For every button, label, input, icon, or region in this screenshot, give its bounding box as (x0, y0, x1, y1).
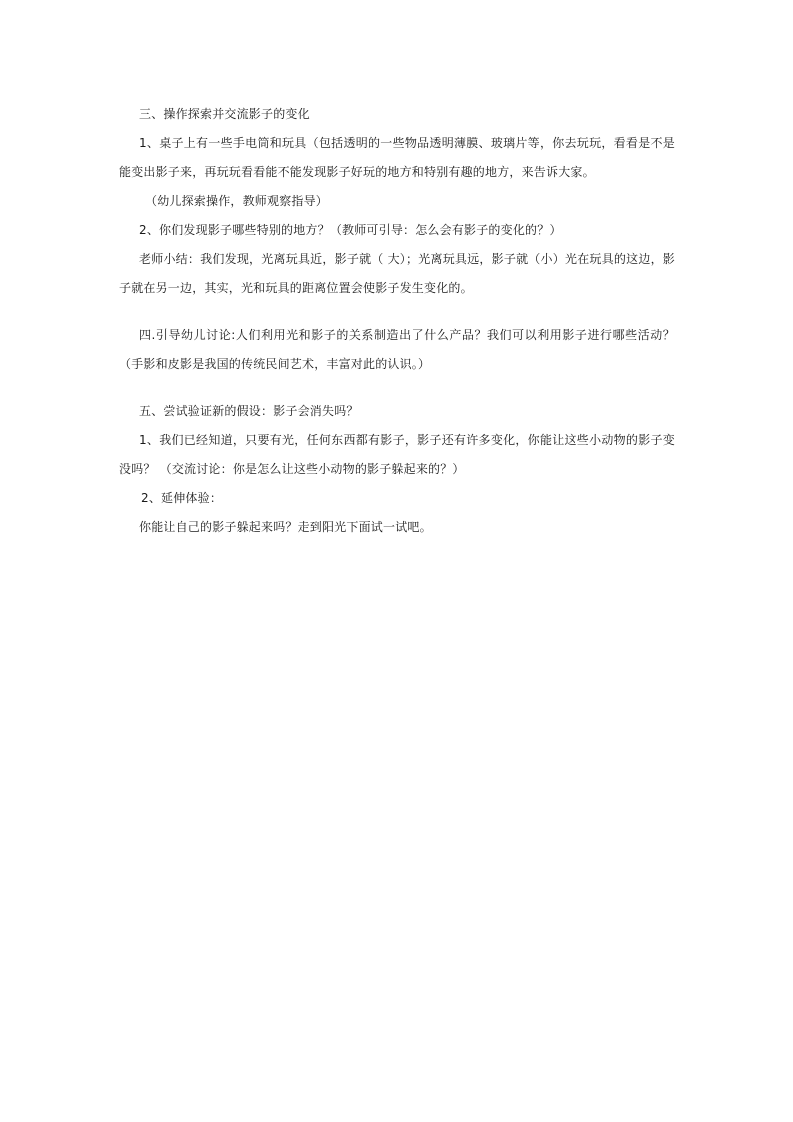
section5-item2: 2、延伸体验： (141, 491, 223, 505)
paragraph-gap (119, 303, 675, 321)
section3-item2: 2、你们发现影子哪些特别的地方？（教师可引导：怎么会有影子的变化的？） (139, 223, 562, 237)
section5-item1: 1、我们已经知道，只要有光，任何东西都有影子，影子还有许多变化，你能让这些小动物的影子变没吗？ （交流讨论：你是怎么让这些小动物的影子躲起来的？） (119, 433, 675, 476)
section3-heading: 三、操作探索并交流影子的变化 (139, 107, 310, 121)
paragraph-gap (119, 379, 675, 397)
section5-extension: 你能让自己的影子躲起来吗？走到阳光下面试一试吧。 (139, 520, 432, 534)
section4-text: 四.引导幼儿讨论:人们利用光和影子的关系制造出了什么产品？我们可以利用影子进行哪些活动？（手影和皮影是我国的传统民间艺术，丰富对此的认识。） (119, 328, 675, 371)
section3-summary: 老师小结：我们发现，光离玩具近，影子就（ 大）；光离玩具远，影子就（小）光在玩具的这边，影子就在另一边，其实，光和玩具的距离位置会使影子发生变化的。 (119, 252, 675, 295)
document-body (119, 100, 675, 542)
section3-item1: 1、桌子上有一些手电筒和玩具（包括透明的一些物品透明薄膜、玻璃片等，你去玩玩，看看是不是能变出影子来，再玩玩看看能不能发现影子好玩的地方和特别有趣的地方，来告诉大家。 (119, 136, 675, 179)
section3-note1: （幼儿探索操作，教师观察指导） (145, 194, 329, 208)
section5-heading: 五、尝试验证新的假设：影子会消失吗？ (139, 404, 359, 418)
